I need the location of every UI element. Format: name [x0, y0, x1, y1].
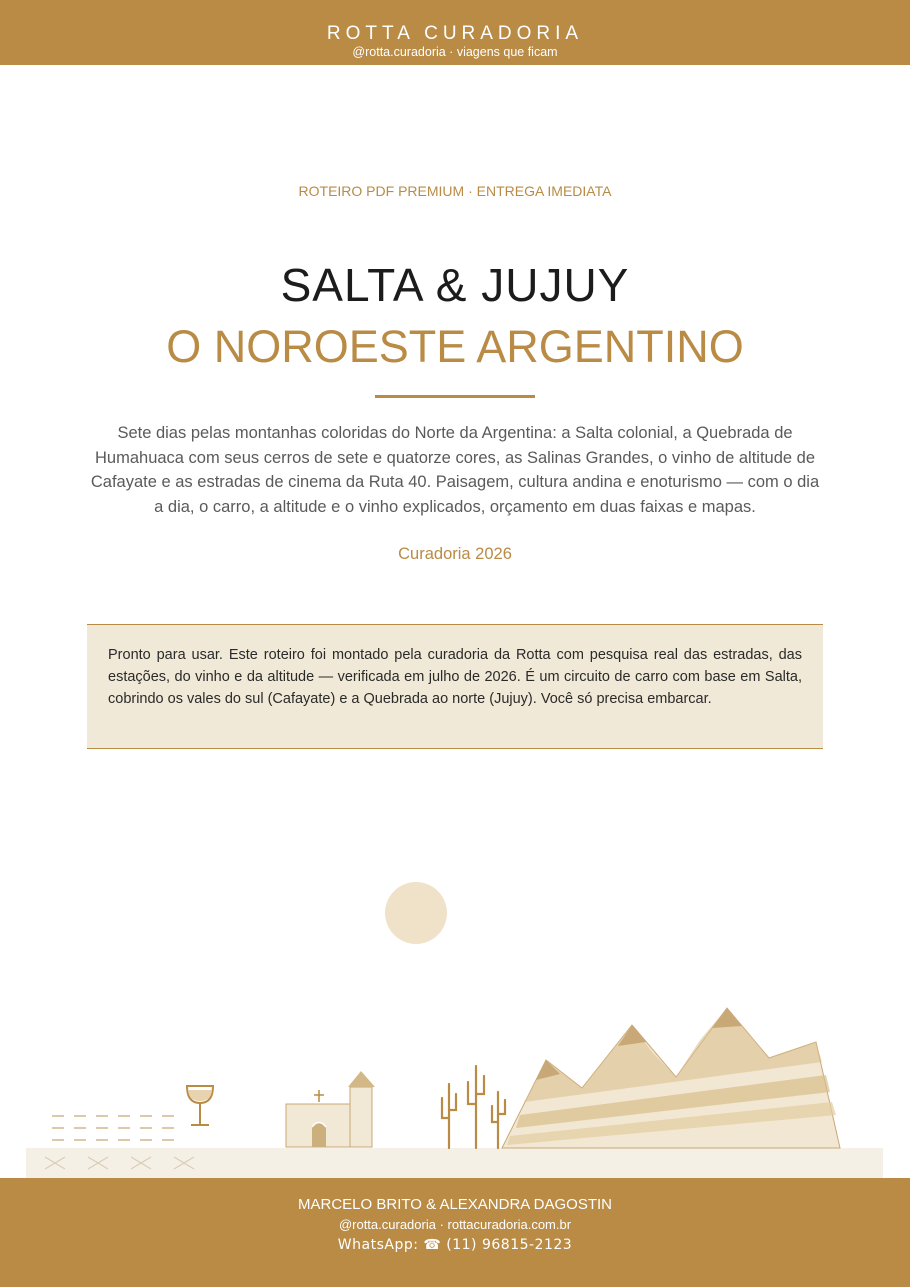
cover-subtitle: O NOROESTE ARGENTINO: [166, 321, 744, 372]
church-icon: [286, 1071, 375, 1147]
brand-name: ROTTA CURADORIA: [326, 23, 584, 44]
landscape-illustration: [0, 870, 910, 1180]
ready-to-use-text: Pronto para usar. Este roteiro foi montado pela curadoria da Rotta com pesquisa real das estradas, das estações, do vinho e da altitude — verificada em julho de 2026. É um circuito de carro com base em Salta, cobrindo os vales do sul (Cafayate) e a Quebrada ao norte (Jujuy). Você só precisa embarcar.: [108, 647, 802, 707]
edition-label: Curadoria 2026: [398, 545, 512, 563]
footer-whatsapp: WhatsApp: ☎ (11) 96815-2123: [337, 1237, 573, 1253]
ready-to-use-box: [87, 624, 823, 749]
colored-mountains-icon: [502, 1008, 840, 1148]
sun-icon: [385, 882, 447, 944]
wine-glass-icon: [187, 1086, 213, 1125]
title-divider: [375, 395, 535, 398]
footer-authors: MARCELO BRITO & ALEXANDRA DAGOSTIN: [298, 1196, 612, 1213]
cover-kicker: ROTEIRO PDF PREMIUM · ENTREGA IMEDIATA: [298, 183, 612, 199]
cover-description: Sete dias pelas montanhas coloridas do Norte da Argentina: a Salta colonial, a Quebrada de Humahuaca com seus cerros de sete e quatorze cores, as Salinas Grandes, o vinho de altitude de Cafayate e as estradas de cinema da Ruta 40. Paisagem, cultura andina e enoturismo — com o dia a dia, o carro, a altitude e o vinho explicados, orçamento em duas faixas e mapas.: [90, 424, 820, 516]
footer-banner: [0, 1178, 910, 1287]
vineyard-rows-icon: [52, 1116, 174, 1140]
ground-strip: [26, 1148, 883, 1178]
footer-links: @rotta.curadoria · rottacuradoria.com.br: [338, 1217, 572, 1232]
top-banner: [0, 0, 910, 65]
brand-tagline: @rotta.curadoria · viagens que ficam: [352, 45, 558, 59]
cover-title: SALTA & JUJUY: [280, 259, 630, 311]
cactus-icon: [442, 1066, 505, 1148]
